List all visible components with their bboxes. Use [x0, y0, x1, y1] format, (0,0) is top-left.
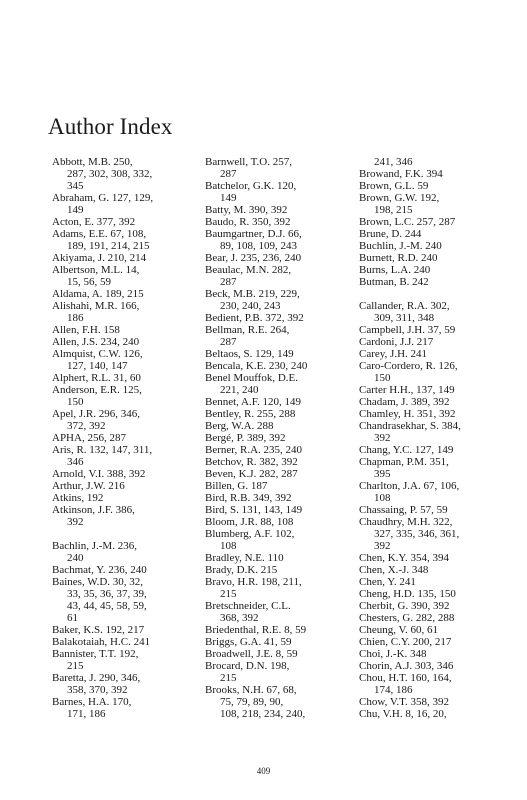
index-entry [52, 444, 204, 468]
index-entry-line: Baines, W.D. 30, 32, [52, 576, 144, 588]
index-entry-line: Apel, J.R. 296, 346, [52, 408, 140, 420]
index-entry [359, 480, 511, 504]
index-entry-line: Alphert, R.L. 31, 60 [52, 372, 141, 384]
index-entry [205, 552, 357, 564]
index-entry-line: 149 [67, 204, 84, 216]
index-entry-line: 345 [67, 180, 84, 192]
index-entry-line: 287 [220, 336, 237, 348]
index-entry-line: 392 [67, 516, 84, 528]
index-entry-line: Benel Mouffok, D.E. [205, 372, 298, 384]
index-entry-line: 241, 346 [374, 156, 413, 168]
index-entry-line: 395 [374, 468, 391, 480]
index-entry [205, 348, 357, 360]
index-entry-line: Bannister, T.T. 192, [52, 648, 139, 660]
index-entry-line: Buchlin, J.-M. 240 [359, 240, 442, 252]
index-entry [205, 228, 357, 252]
index-entry-line: Chen, K.Y. 354, 394 [359, 552, 449, 564]
index-entry-line: Chadam, J. 389, 392 [359, 396, 450, 408]
index-entry [359, 408, 511, 420]
index-entry-line: 230, 240, 243 [220, 300, 281, 312]
index-entry [205, 432, 357, 444]
letter-group-gap [52, 528, 204, 540]
index-entry-line: Brune, D. 244 [359, 228, 422, 240]
index-entry-line: 150 [374, 372, 391, 384]
index-entry-line: 61 [67, 612, 78, 624]
index-entry-line: Abbott, M.B. 250, [52, 156, 133, 168]
index-entry [359, 228, 511, 240]
index-entry [52, 672, 204, 696]
index-entry-line: Cherbit, G. 390, 392 [359, 600, 450, 612]
index-entry-line: Broadwell, J.E. 8, 59 [205, 648, 298, 660]
index-entry-line: Bradley, N.E. 110 [205, 552, 284, 564]
index-column-2 [205, 156, 357, 720]
index-entry-line: Atkinson, J.F. 386, [52, 504, 135, 516]
index-entry [359, 336, 511, 348]
index-entry-line: Chorin, A.J. 303, 346 [359, 660, 454, 672]
index-entry-line: 368, 392 [220, 612, 259, 624]
index-entry-line: 108 [220, 540, 237, 552]
index-entry-line: 309, 311, 348 [374, 312, 435, 324]
index-entry [205, 480, 357, 492]
index-entry [359, 252, 511, 264]
index-entry [205, 420, 357, 432]
index-entry [205, 288, 357, 312]
index-entry-line: Albertson, M.L. 14, [52, 264, 140, 276]
index-entry-line: Chen, Y. 241 [359, 576, 416, 588]
index-entry-line: 358, 370, 392 [67, 684, 128, 696]
index-entry-line: Bergé, P. 389, 392 [205, 432, 286, 444]
index-entry-line: Aris, R. 132, 147, 311, [52, 444, 153, 456]
index-entry-line: 215 [67, 660, 84, 672]
index-entry [359, 504, 511, 516]
index-entry [205, 216, 357, 228]
index-entry-line: Chassaing, P. 57, 59 [359, 504, 448, 516]
index-entry-line: 287 [220, 168, 237, 180]
index-entry [52, 156, 204, 192]
index-entry [52, 504, 204, 528]
index-entry-line: Briggs, G.A. 41, 59 [205, 636, 292, 648]
index-entry-line: Bennet, A.F. 120, 149 [205, 396, 301, 408]
index-entry-line: Browand, F.K. 394 [359, 168, 443, 180]
index-entry [205, 516, 357, 528]
index-entry-line: Chou, H.T. 160, 164, [359, 672, 452, 684]
index-entry-line: 287 [220, 276, 237, 288]
index-entry [359, 348, 511, 360]
index-entry-line: Bretschneider, C.L. [205, 600, 291, 612]
index-entry-line: Bloom, J.R. 88, 108 [205, 516, 294, 528]
index-entry-line: Allen, F.H. 158 [52, 324, 120, 336]
index-entry [359, 612, 511, 624]
index-entry-line: Abraham, G. 127, 129, [52, 192, 154, 204]
index-entry [205, 264, 357, 288]
index-entry-line: Brooks, N.H. 67, 68, [205, 684, 297, 696]
index-entry [205, 468, 357, 480]
index-entry-line: APHA, 256, 287 [52, 432, 126, 444]
index-entry-line: 189, 191, 214, 215 [67, 240, 150, 252]
index-entry [205, 204, 357, 216]
index-entry-line: Beven, K.J. 282, 287 [205, 468, 298, 480]
index-entry [205, 492, 357, 504]
index-entry [205, 180, 357, 204]
index-entry-line: Chapman, P.M. 351, [359, 456, 449, 468]
index-entry-line: Berner, R.A. 235, 240 [205, 444, 303, 456]
index-entry-line: Beck, M.B. 219, 229, [205, 288, 300, 300]
index-entry [205, 360, 357, 372]
index-entry-line: Chamley, H. 351, 392 [359, 408, 456, 420]
index-entry-line: Chu, V.H. 8, 16, 20, [359, 708, 447, 720]
index-entry-line: 108 [374, 492, 391, 504]
index-entry-line: Akiyama, J. 210, 214 [52, 252, 147, 264]
index-entry-line: 150 [67, 396, 84, 408]
index-entry [359, 552, 511, 564]
index-entry [205, 324, 357, 348]
index-entry-line: Burnett, R.D. 240 [359, 252, 438, 264]
index-entry-line: Acton, E. 377, 392 [52, 216, 136, 228]
index-entry-line: Bird, S. 131, 143, 149 [205, 504, 303, 516]
index-entry-line: 75, 79, 89, 90, [220, 696, 284, 708]
index-entry [52, 324, 204, 336]
index-entry [52, 300, 204, 324]
index-entry [359, 600, 511, 612]
index-entry-line: Arnold, V.I. 388, 392 [52, 468, 146, 480]
index-entry-line: 221, 240 [220, 384, 259, 396]
index-entry-line: Callander, R.A. 302, [359, 300, 450, 312]
index-entry [52, 336, 204, 348]
index-entry-line: Adams, E.E. 67, 108, [52, 228, 147, 240]
index-entry-line: Bird, R.B. 349, 392 [205, 492, 292, 504]
index-entry-line: 346 [67, 456, 84, 468]
index-entry [52, 288, 204, 300]
index-entry-line: Alishahi, M.R. 166, [52, 300, 140, 312]
index-entry [52, 576, 204, 624]
index-entry-line: Brown, G.W. 192, [359, 192, 440, 204]
index-entry [52, 480, 204, 492]
index-entry [52, 252, 204, 264]
index-entry-line: Butman, B. 242 [359, 276, 429, 288]
index-entry [359, 396, 511, 408]
index-entry [359, 420, 511, 444]
index-entry [205, 576, 357, 600]
index-entry [52, 540, 204, 564]
index-entry-line: Chandrasekhar, S. 384, [359, 420, 461, 432]
index-entry [52, 348, 204, 372]
index-entry [359, 636, 511, 648]
index-entry [359, 192, 511, 216]
index-entry-line: Arthur, J.W. 216 [52, 480, 125, 492]
index-entry [205, 408, 357, 420]
index-entry-line: Burns, L.A. 240 [359, 264, 431, 276]
index-entry-line: Baretta, J. 290, 346, [52, 672, 141, 684]
index-entry [359, 360, 511, 384]
index-entry-line: Baker, K.S. 192, 217 [52, 624, 145, 636]
index-entry [205, 648, 357, 660]
index-entry [359, 660, 511, 672]
index-entry-line: Betchov, R. 382, 392 [205, 456, 298, 468]
index-entry-line: 43, 44, 45, 58, 59, [67, 600, 147, 612]
index-entry [52, 264, 204, 288]
index-entry [52, 696, 204, 720]
index-entry-line: Chesters, G. 282, 288 [359, 612, 455, 624]
index-entry [205, 636, 357, 648]
index-entry [52, 216, 204, 228]
index-entry-line: 392 [374, 432, 391, 444]
letter-group-gap [359, 288, 511, 300]
index-entry [52, 492, 204, 504]
index-entry-line: Brady, D.K. 215 [205, 564, 278, 576]
index-entry-line: Carter H.H., 137, 149 [359, 384, 455, 396]
index-entry [52, 228, 204, 252]
index-entry [52, 384, 204, 408]
index-entry-line: 89, 108, 109, 243 [220, 240, 297, 252]
index-entry-line: Chaudhry, M.H. 322, [359, 516, 453, 528]
index-entry-line: 215 [220, 588, 237, 600]
index-entry [205, 156, 357, 180]
page-title: Author Index [48, 114, 173, 139]
index-entry [205, 312, 357, 324]
index-entry [205, 252, 357, 264]
index-entry [52, 408, 204, 432]
page-number: 409 [256, 766, 271, 776]
index-entry [359, 564, 511, 576]
index-entry [205, 600, 357, 624]
index-entry-line: Atkins, 192 [52, 492, 104, 504]
index-entry [359, 276, 511, 288]
index-entry-line: Brown, G.L. 59 [359, 180, 429, 192]
index-entry [52, 564, 204, 576]
index-entry [205, 564, 357, 576]
index-entry [205, 624, 357, 636]
index-entry-line: Cheung, V. 60, 61 [359, 624, 439, 636]
index-entry-line: Beaulac, M.N. 282, [205, 264, 292, 276]
index-entry-line: Almquist, C.W. 126, [52, 348, 143, 360]
index-entry [359, 384, 511, 396]
index-entry [52, 468, 204, 480]
index-entry [359, 300, 511, 324]
index-entry-line: Chow, V.T. 358, 392 [359, 696, 450, 708]
index-entry-line: Berg, W.A. 288 [205, 420, 274, 432]
index-entry [359, 708, 511, 720]
index-entry [205, 396, 357, 408]
index-entry-line: Cardoni, J.J. 217 [359, 336, 434, 348]
index-entry [205, 456, 357, 468]
index-entry [359, 180, 511, 192]
index-entry-line: Beltaos, S. 129, 149 [205, 348, 294, 360]
index-entry-line: 127, 140, 147 [67, 360, 128, 372]
index-entry-line: 327, 335, 346, 361, [374, 528, 460, 540]
index-entry-line: Bedient, P.B. 372, 392 [205, 312, 304, 324]
index-entry-line: 287, 302, 308, 332, [67, 168, 153, 180]
index-entry-line: Bravo, H.R. 198, 211, [205, 576, 302, 588]
index-entry-line: Baumgartner, D.J. 66, [205, 228, 302, 240]
index-entry-line: Carey, J.H. 241 [359, 348, 428, 360]
index-entry [359, 576, 511, 588]
index-entry-line: Cheng, H.D. 135, 150 [359, 588, 456, 600]
index-entry-line: 240 [67, 552, 84, 564]
index-entry-line: Aldama, A. 189, 215 [52, 288, 144, 300]
index-column-3 [359, 156, 511, 720]
index-entry [205, 660, 357, 684]
index-entry [359, 240, 511, 252]
index-entry-line: Charlton, J.A. 67, 106, [359, 480, 460, 492]
index-entry-line: Chang, Y.C. 127, 149 [359, 444, 454, 456]
index-entry [359, 216, 511, 228]
index-entry-line: Batchelor, G.K. 120, [205, 180, 297, 192]
index-column-1 [52, 156, 204, 720]
index-entry [359, 696, 511, 708]
index-entry-line: 171, 186 [67, 708, 106, 720]
index-entry-line: 186 [67, 312, 84, 324]
index-entry-line: Chien, C.Y. 200, 217 [359, 636, 452, 648]
index-entry [205, 504, 357, 516]
index-entry-line: 149 [220, 192, 237, 204]
index-entry-line: 215 [220, 672, 237, 684]
index-entry [359, 324, 511, 336]
index-entry-line: Briedenthal, R.E. 8, 59 [205, 624, 307, 636]
index-entry [52, 432, 204, 444]
index-entry-line: Bear, J. 235, 236, 240 [205, 252, 302, 264]
index-entry [359, 588, 511, 600]
index-entry [52, 192, 204, 216]
index-entry [52, 624, 204, 636]
index-entry [205, 444, 357, 456]
index-entry-line: 174, 186 [374, 684, 413, 696]
index-entry [359, 648, 511, 660]
index-entry-line: Anderson, E.R. 125, [52, 384, 142, 396]
index-entry-line: 33, 35, 36, 37, 39, [67, 588, 147, 600]
index-entry-line: Bentley, R. 255, 288 [205, 408, 296, 420]
index-entry [205, 528, 357, 552]
index-entry [205, 372, 357, 396]
index-entry-line: 372, 392 [67, 420, 106, 432]
index-entry [359, 168, 511, 180]
index-entry-line: 108, 218, 234, 240, [220, 708, 306, 720]
index-entry-line: Choi, J.-K. 348 [359, 648, 427, 660]
index-entry [205, 684, 357, 720]
index-entry-line: Bellman, R.E. 264, [205, 324, 290, 336]
index-entry-line: 392 [374, 540, 391, 552]
index-entry [359, 264, 511, 276]
index-entry [52, 372, 204, 384]
index-entry-line: Chen, X.-J. 348 [359, 564, 429, 576]
index-entry-line: Barnwell, T.O. 257, [205, 156, 292, 168]
index-entry-line: Bencala, K.E. 230, 240 [205, 360, 308, 372]
index-entry [52, 648, 204, 672]
index-entry [359, 672, 511, 696]
index-entry [359, 624, 511, 636]
index-entry [52, 636, 204, 648]
index-entry-line: Campbell, J.H. 37, 59 [359, 324, 456, 336]
index-entry-line: Baudo, R. 350, 392 [205, 216, 291, 228]
index-entry-line: Blumberg, A.F. 102, [205, 528, 295, 540]
index-entry [359, 156, 511, 168]
index-entry-line: Brown, L.C. 257, 287 [359, 216, 456, 228]
index-entry-line: Brocard, D.N. 198, [205, 660, 290, 672]
index-entry [359, 444, 511, 456]
index-entry [359, 456, 511, 480]
index-entry-line: Allen, J.S. 234, 240 [52, 336, 140, 348]
index-entry-line: Bachmat, Y. 236, 240 [52, 564, 147, 576]
index-entry-line: Bachlin, J.-M. 236, [52, 540, 137, 552]
index-entry-line: Caro-Cordero, R. 126, [359, 360, 458, 372]
index-entry-line: Balakotaiah, H.C. 241 [52, 636, 151, 648]
index-entry-line: Barnes, H.A. 170, [52, 696, 132, 708]
index-entry-line: Billen, G. 187 [205, 480, 268, 492]
index-entry-line: 198, 215 [374, 204, 413, 216]
index-entry [359, 516, 511, 552]
index-entry-line: 15, 56, 59 [67, 276, 111, 288]
index-entry-line: Batty, M. 390, 392 [205, 204, 288, 216]
